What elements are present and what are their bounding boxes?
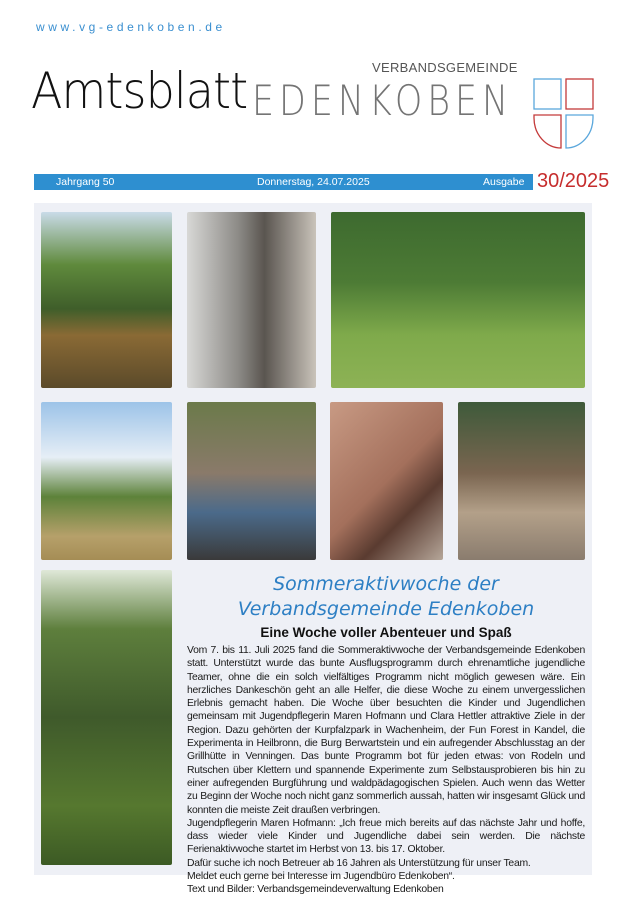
article-subheadline: Eine Woche voller Abenteuer und Spaß bbox=[260, 625, 512, 640]
photo-archery bbox=[331, 212, 585, 388]
issue-number: 30/2025 bbox=[537, 170, 610, 192]
photo-field-walk bbox=[41, 402, 172, 560]
logo-verbandsgemeinde: VERBANDSGEMEINDE bbox=[372, 60, 518, 75]
photo-group-hike bbox=[187, 402, 316, 560]
website-url[interactable]: www.vg-edenkoben.de bbox=[36, 20, 226, 34]
photo-cave bbox=[330, 402, 443, 560]
info-bar bbox=[34, 174, 533, 190]
article-headline: Sommeraktivwoche der Verbandsgemeinde Edenkoben bbox=[237, 573, 535, 620]
paragraph: Meldet euch gerne bei Interesse im Jugendbüro Edenkoben“. bbox=[187, 871, 455, 883]
paragraph: Jugendpflegerin Maren Hofmann: „Ich freue mich bereits auf das nächste Jahr und hoffe, dass wieder viele Kinder und Jugendliche dabei sein werden. Die nächste Ferienaktivwoche startet im Herbst von 13. bis 17. Oktober. bbox=[187, 817, 585, 856]
article-body bbox=[187, 644, 585, 897]
photo-museum bbox=[187, 212, 316, 388]
logo-edenkoben: EDENKOBEN bbox=[252, 76, 514, 125]
issue-label: Ausgabe bbox=[483, 176, 525, 188]
paragraph: Dafür suche ich noch Betreuer ab 16 Jahren als Unterstützung für unser Team. bbox=[187, 857, 531, 869]
coat-of-arms-icon bbox=[533, 78, 595, 150]
photo-swan-lake bbox=[41, 212, 172, 388]
photo-playground bbox=[458, 402, 585, 560]
credits: Text und Bilder: Verbandsgemeindeverwaltung Edenkoben bbox=[187, 884, 444, 896]
paragraph: Vom 7. bis 11. Juli 2025 fand die Sommeraktivwoche der Verbandsgemeinde Edenkoben statt. Unterstützt wurde das bunte Ausflugsprogramm durch ehrenamtliche jugendliche Teamer, ohne die ein solch vielfältiges Programm nicht möglich gewesen wäre. Ein herzliches Dankeschön geht an alle Helfer, die diese Woche zu einem unvergesslichen Erlebnis gemacht haben. Die Woche über besuchten die Kinder und Jugendlichen gemeinsam mit Jugendpflegerin Maren Hofmann und Clara Hettler attraktive Ziele in der Region. Dazu gehörten der Kurpfalzpark in Wachenheim, der Fun Forest in Kandel, die Experimenta in Heilbronn, die Burg Berwartstein und ein aufregender Abschlusstag an der Grillhütte in Venningen. Das bunte Programm bot für jeden etwas: von Rodeln und Rutschen über Klettern und spannende Experimente zum Selbstausprobieren bis hin zu einer aufregenden Burgführung und waldpädagogischen Spielen. Auch wenn das Wetter zu Beginn der Woche noch nicht ganz sommerlich aussah, hatten wir insgesamt Glück und konnten die meiste Zeit draußen verbringen. bbox=[187, 645, 585, 816]
issue-date: Donnerstag, 24.07.2025 bbox=[257, 176, 370, 188]
masthead-title: Amtsblatt bbox=[31, 62, 248, 120]
volume: Jahrgang 50 bbox=[56, 176, 115, 188]
photo-climbing bbox=[41, 570, 172, 865]
